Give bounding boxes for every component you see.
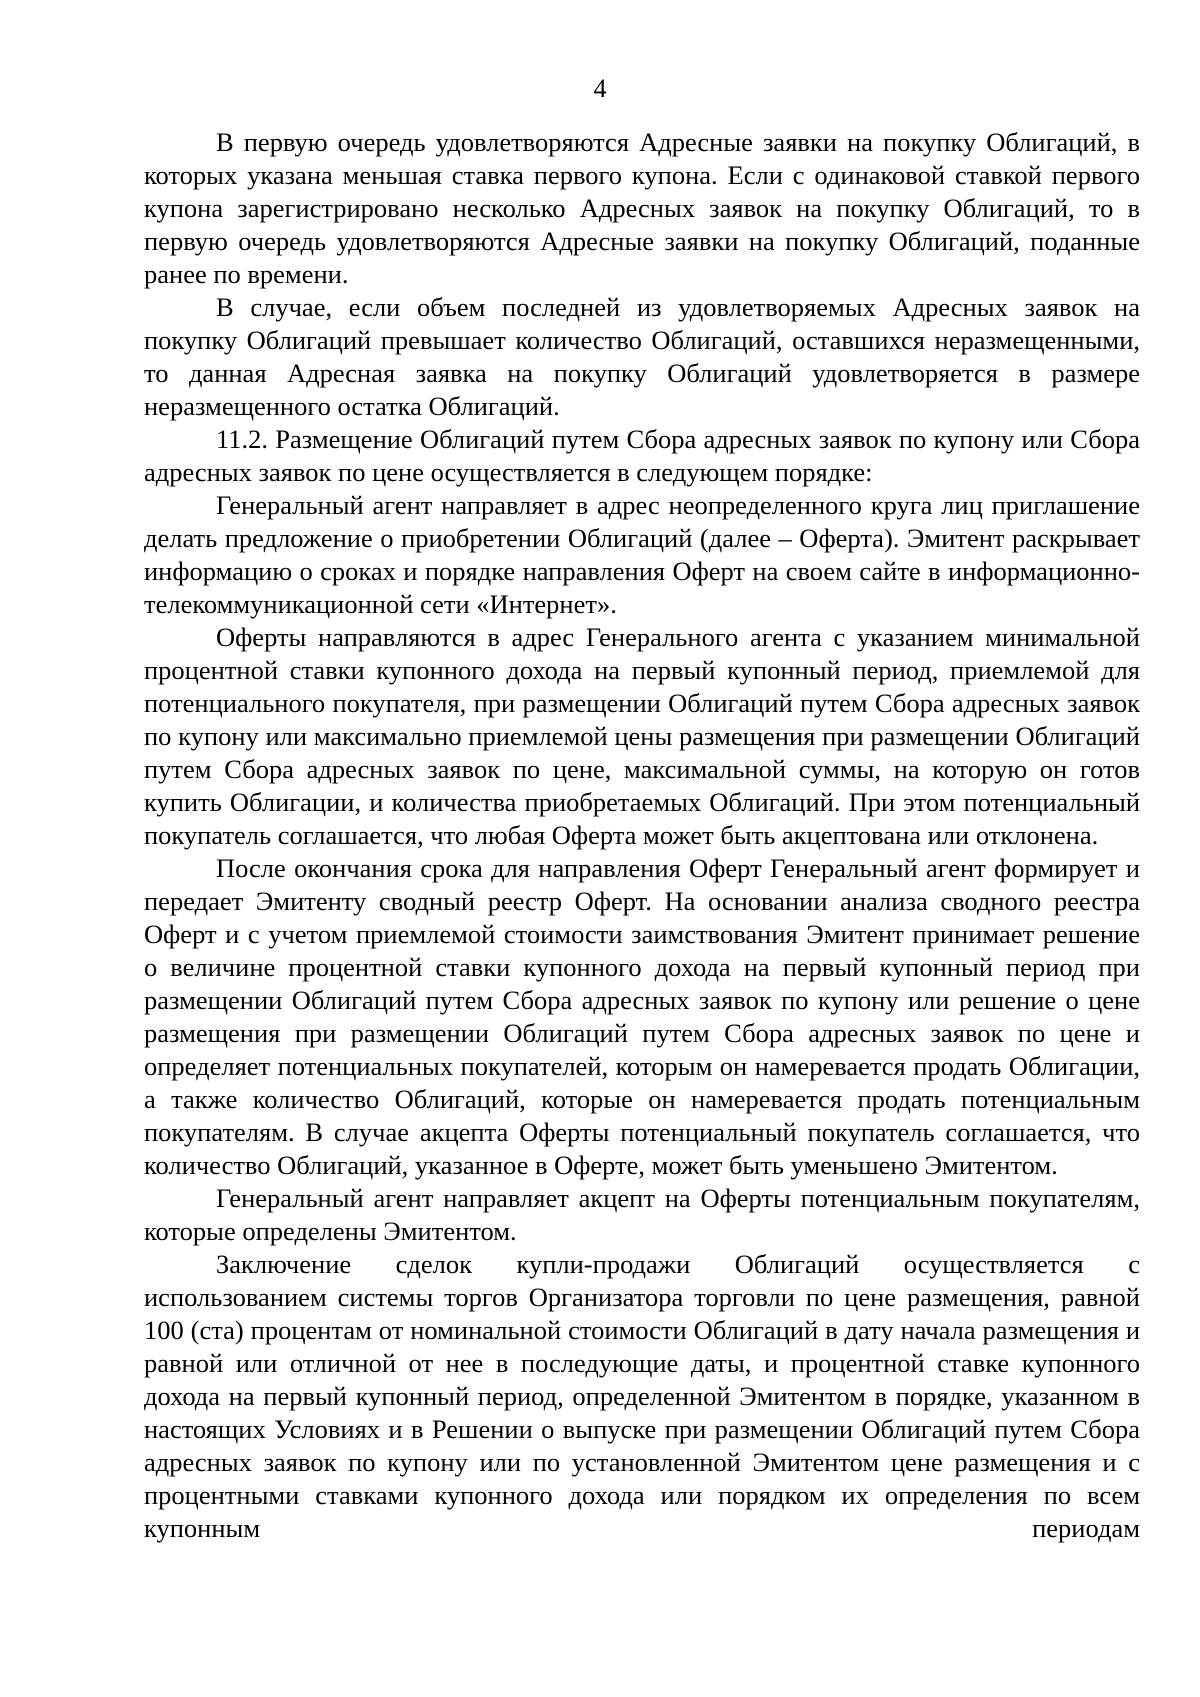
- paragraph-last-order-volume: В случае, если объем последней из удовлетворяемых Адресных заявок на покупку Облигаций превышает количество Облигаций, оставшихся неразмещенными, то данная Адресная заявка на покупку Облигаций удовлетворяется в размере неразмещенного остатка Облигаций.: [144, 292, 1140, 421]
- document-body: [144, 126, 1140, 1545]
- paragraph-deal-conclusion: Заключение сделок купли-продажи Облигаций осуществляется с использованием системы торгов Организатора торговли по цене размещения, равной 100 (ста) процентам от номинальной стоимости Облигаций в дату начала размещения и равной или отличной от нее в последующие даты, и процентной ставке купонного дохода на первый купонный период, определенной Эмитентом в порядке, указанном в настоящих Условиях и в Решении о выпуске при размещении Облигаций путем Сбора адресных заявок по купону или по установленной Эмитентом цене размещения и с процентными ставками купонного дохода или порядком их определения по всем купонным периодам: [144, 1249, 1140, 1543]
- paragraph-offers-sent: Оферты направляются в адрес Генерального агента с указанием минимальной процентной ставки купонного дохода на первый купонный период, приемлемой для потенциального покупателя, при размещении Облигаций путем Сбора адресных заявок по купону или максимально приемлемой цены размещения при размещении Облигаций путем Сбора адресных заявок по цене, максимальной суммы, на которую он готов купить Облигации, и количества приобретаемых Облигаций. При этом потенциальный покупатель соглашается, что любая Оферта может быть акцептована или отклонена.: [144, 622, 1140, 850]
- paragraph-address-orders-priority: В первую очередь удовлетворяются Адресные заявки на покупку Облигаций, в которых указана меньшая ставка первого купона. Если с одинаковой ставкой первого купона зарегистрировано несколько Адресных заявок на покупку Облигаций, то в первую очередь удовлетворяются Адресные заявки на покупку Облигаций, поданные ранее по времени.: [144, 127, 1140, 289]
- paragraph-general-agent-invitation: Генеральный агент направляет в адрес неопределенного круга лиц приглашение делать предложение о приобретении Облигаций (далее – Оферта). Эмитент раскрывает информацию о сроках и порядке направления Оферт на своем сайте в информационно-телекоммуникационной сети «Интернет».: [144, 490, 1140, 619]
- paragraph-acceptance: Генеральный агент направляет акцепт на Оферты потенциальным покупателям, которые определены Эмитентом.: [144, 1183, 1140, 1246]
- paragraph-after-offer-period: После окончания срока для направления Оферт Генеральный агент формирует и передает Эмитенту сводный реестр Оферт. На основании анализа сводного реестра Оферт и с учетом приемлемой стоимости заимствования Эмитент принимает решение о величине процентной ставки купонного дохода на первый купонный период при размещении Облигаций путем Сбора адресных заявок по купону или решение о цене размещения при размещении Облигаций путем Сбора адресных заявок по цене и определяет потенциальных покупателей, которым он намеревается продать Облигации, а также количество Облигаций, которые он намеревается продать потенциальным покупателям. В случае акцепта Оферты потенциальный покупатель соглашается, что количество Облигаций, указанное в Оферте, может быть уменьшено Эмитентом.: [144, 853, 1140, 1180]
- paragraph-section-11-2: 11.2. Размещение Облигаций путем Сбора адресных заявок по купону или Сбора адресных заявок по цене осуществляется в следующем порядке:: [144, 424, 1140, 487]
- page-number: 4: [593, 74, 607, 103]
